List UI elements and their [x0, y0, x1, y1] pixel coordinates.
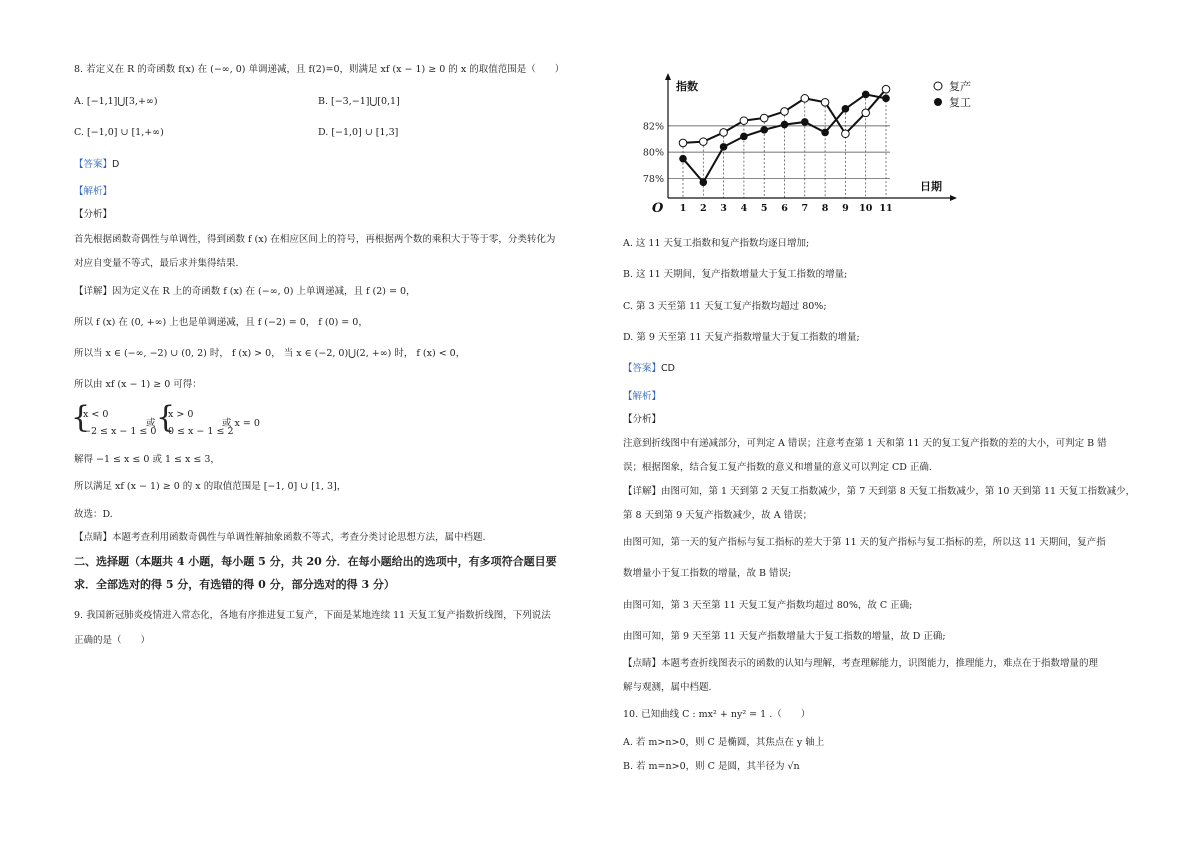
brace-2: {: [156, 400, 176, 435]
q9-detail-line-2: 第 8 天到第 9 天复产指数减少，故 A 错误；: [623, 510, 813, 521]
x-tick-label: 4: [740, 203, 748, 214]
answer-tag: 【答案】: [623, 363, 662, 374]
brace-1: {: [71, 400, 91, 435]
q9-option-d: D. 第 9 天至第 11 天复产指数增量大于复工指数的增量;: [623, 332, 860, 343]
q9-comment-line-1: 【点睛】本题考查折线图表示的函数的认知与理解，考查理解能力，识图能力，推理能力，难点在于指数增量的理: [623, 658, 1099, 669]
y-tick-label: 78%: [642, 173, 664, 185]
x-tick-label: 6: [781, 203, 788, 214]
data-point-filled: [720, 143, 728, 151]
x-tick-label: 1: [679, 203, 687, 214]
legend-label: 复工: [949, 96, 971, 109]
q9-fenxi-tag: 【分析】: [623, 414, 662, 425]
x-tick-label: 5: [760, 203, 768, 214]
data-point-open: [679, 139, 687, 147]
y-tick-label: 82%: [642, 121, 664, 133]
index-line-chart: [640, 70, 990, 220]
q8-option-c: C. [−1,0] ∪ [1,+∞): [74, 127, 164, 138]
q10-stem: 10. 已知曲线 C : mx² + ny² = 1 .（ ）: [623, 709, 811, 720]
section2-line-2: 求．全部选对的得 5 分，有选错的得 0 分，部分选对的得 3 分）: [74, 578, 395, 591]
data-point-filled: [781, 121, 789, 129]
data-point-open: [821, 98, 829, 106]
system2-line1: x > 0: [168, 409, 194, 420]
x-tick-label: 3: [720, 203, 727, 214]
x-tick-label: 2: [699, 203, 707, 214]
origin-label: O: [652, 201, 664, 216]
q9-option-b: B. 这 11 天期间，复产指数增量大于复工指数的增量;: [623, 269, 848, 280]
q9-line-2: 正确的是（ ）: [74, 635, 151, 646]
x-tick-label: 11: [879, 203, 893, 214]
q9-detail-line-1: 【详解】由图可知，第 1 天到第 2 天复工指数减少，第 7 天到第 8 天复工指数减少，第 10 天到第 11 天复工指数减少，: [623, 486, 1136, 497]
system2-line2: 0 ≤ x − 1 ≤ 2: [168, 426, 234, 437]
q8-analysis-line-1: 首先根据函数奇偶性与单调性，得到函数 f (x) 在相应区间上的符号，再根据两个数的乘积大于等于零，分类转化为: [74, 234, 556, 245]
q9-comment-line-2: 解与观测，属中档题.: [623, 682, 712, 693]
y-axis-title: 指数: [676, 80, 698, 93]
answer-value: CD: [661, 363, 675, 374]
q8-option-d: D. [−1,0] ∪ [1,3]: [318, 127, 399, 138]
x-axis-arrow: [950, 195, 957, 201]
legend-marker-filled: [934, 98, 942, 106]
q8-analysis-line-2: 对应自变量不等式，最后求并集得结果.: [74, 258, 239, 269]
q8-detail-line-5: 解得 −1 ≤ x ≤ 0 或 1 ≤ x ≤ 3，: [74, 454, 220, 465]
legend-marker-open: [934, 82, 942, 90]
q8-detail-line-1: 【详解】因为定义在 R 上的奇函数 f (x) 在 (−∞, 0) 上单调递减，且 f (2) = 0，: [74, 286, 416, 297]
data-point-open: [760, 114, 768, 122]
data-point-filled: [842, 105, 850, 113]
x-tick-label: 9: [842, 203, 849, 214]
data-point-filled: [740, 133, 748, 141]
q9-analysis-line-1: 注意到折线图中有递减部分，可判定 A 错误；注意考查第 1 天和第 11 天的复工复产指数的差的大小，可判定 B 错: [623, 438, 1107, 449]
data-point-filled: [862, 91, 870, 99]
q8-detail-line-2: 所以 f (x) 在 (0, +∞) 上也是单调递减，且 f (−2) = 0， f (0) = 0，: [74, 317, 368, 328]
q8-comment: 【点睛】本题考查利用函数奇偶性与单调性解抽象函数不等式，考查分类讨论思想方法，属中档题.: [74, 532, 486, 543]
data-point-filled: [700, 178, 708, 186]
q9-jiexi-tag: 【解析】: [623, 391, 662, 402]
q9-analysis-line-2: 误；根据图象，结合复工复产指数的意义和增量的意义可以判定 CD 正确.: [623, 462, 932, 473]
q9-detail-line-6: 由图可知，第 9 天至第 11 天复产指数增量大于复工指数的增量，故 D 正确;: [623, 631, 946, 642]
q8-fenxi-tag: 【分析】: [74, 209, 113, 220]
or-1: 或: [146, 418, 156, 429]
q9-detail-line-3: 由图可知，第一天的复产指标与复工指标的差大于第 11 天的复产指标与复工指标的差，所以这 11 天期间，复产指: [623, 537, 1106, 548]
y-axis-arrow: [665, 73, 671, 80]
data-point-open: [882, 85, 890, 93]
x-tick-label: 7: [801, 203, 809, 214]
q8-detail-line-3: 所以当 x ∈ (−∞, −2) ∪ (0, 2) 时， f (x) > 0， 当 x ∈ (−2, 0)⋃(2, +∞) 时， f (x) < 0，: [74, 348, 466, 359]
data-point-filled: [801, 118, 809, 126]
system1-line1: x < 0: [83, 409, 109, 420]
or-2: 或 x = 0: [222, 418, 260, 429]
q9-option-a: A. 这 11 天复工指数和复产指数均逐日增加;: [623, 238, 810, 249]
q8-option-b: B. [−3,−1]⋃[0,1]: [318, 96, 400, 107]
q8-option-a: A. [−1,1]⋃[3,+∞): [74, 96, 158, 107]
q8-answer: [74, 158, 119, 172]
section2-line-1: 二、选择题（本题共 4 小题，每小题 5 分，共 20 分．在每小题给出的选项中，有多项符合题目要: [74, 555, 557, 568]
x-axis-title: 日期: [920, 180, 942, 193]
answer-value: D: [112, 159, 120, 170]
data-point-open: [720, 129, 728, 137]
q9-line-1: 9. 我国新冠肺炎疫情进入常态化，各地有序推进复工复产，下面是某地连续 11 天复工复产指数折线图，下列说法: [74, 610, 551, 621]
q8-stem: 8. 若定义在 R 的奇函数 f(x) 在 (−∞, 0) 单调递减，且 f(2)=0，则满足 xf (x − 1) ≥ 0 的 x 的取值范围是（ ）: [74, 64, 565, 75]
data-point-filled: [679, 155, 687, 163]
data-point-open: [700, 138, 708, 146]
q9-answer: [623, 362, 675, 376]
q8-detail-line-6: 所以满足 xf (x − 1) ≥ 0 的 x 的取值范围是 [−1, 0] ∪ [1, 3]，: [74, 481, 347, 492]
data-point-filled: [821, 129, 829, 137]
q9-detail-line-4: 数增量小于复工指数的增量，故 B 错误;: [623, 568, 792, 579]
q8-jiexi-tag: 【解析】: [74, 186, 113, 197]
data-point-filled: [760, 126, 768, 134]
system1-line2: −2 ≤ x − 1 ≤ 0: [83, 426, 157, 437]
data-point-open: [801, 95, 809, 103]
q8-detail-line-7: 故选：D.: [74, 509, 113, 520]
q9-detail-line-5: 由图可知，第 3 天至第 11 天复工复产指数均超过 80%，故 C 正确;: [623, 600, 913, 611]
answer-tag: 【答案】: [74, 159, 113, 170]
legend-label: 复产: [949, 80, 971, 93]
x-tick-label: 10: [859, 203, 873, 214]
data-point-open: [862, 109, 870, 117]
q9-option-c: C. 第 3 天至第 11 天复工复产指数均超过 80%;: [623, 301, 827, 312]
x-tick-label: 8: [821, 203, 829, 214]
q8-detail-line-4: 所以由 xf (x − 1) ≥ 0 可得：: [74, 379, 202, 390]
y-tick-label: 80%: [642, 147, 664, 159]
data-point-open: [842, 130, 850, 138]
data-point-open: [740, 117, 748, 125]
q10-option-b: B. 若 m=n>0，则 C 是圆，其半径为 √n: [623, 761, 800, 772]
q10-option-a: A. 若 m>n>0，则 C 是椭圆，其焦点在 y 轴上: [623, 737, 825, 748]
chart-axes: [665, 73, 957, 201]
data-point-filled: [882, 95, 890, 103]
data-point-open: [781, 108, 789, 116]
